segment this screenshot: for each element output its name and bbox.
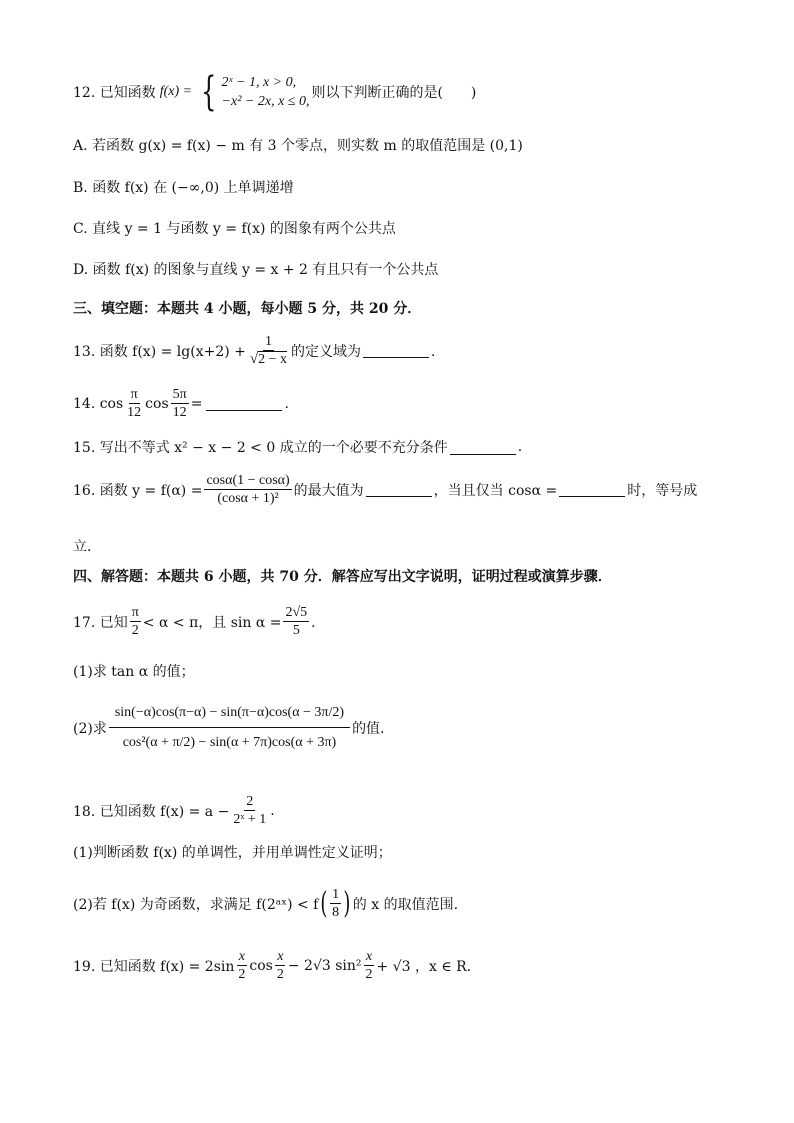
option-b bbox=[73, 177, 294, 197]
option-a-text: A. 若函数 g(x) = f(x) − m 有 3 个零点，则实数 m 的取值范围是 (0,1) bbox=[73, 138, 523, 154]
q19-n1: x bbox=[238, 949, 245, 964]
q19-fraction-2 bbox=[275, 948, 286, 983]
q14-answer-blank[interactable] bbox=[206, 396, 282, 411]
question-17-part-2 bbox=[73, 704, 394, 751]
question-16 bbox=[73, 472, 697, 507]
right-paren-icon: ) bbox=[343, 885, 351, 921]
q19-mid1: cos bbox=[249, 957, 273, 974]
q18-p2-prefix: (2)若 f(x) 为奇函数，求满足 f(2ᵃˣ) < f bbox=[73, 896, 319, 913]
q12-fx: f(x) = bbox=[159, 84, 193, 99]
q18-end: . bbox=[270, 802, 275, 819]
q19-n3: x bbox=[365, 949, 373, 964]
q16-wrap: 立． bbox=[73, 539, 101, 555]
q16-mid2: ，当且仅当 cosα = bbox=[433, 482, 558, 499]
q17-p2-fraction bbox=[109, 704, 350, 751]
q18-prefix: 18. 已知函数 f(x) = a − bbox=[73, 803, 230, 820]
q19-fraction-3 bbox=[364, 948, 375, 983]
q16-fraction bbox=[204, 472, 291, 507]
question-15 bbox=[73, 437, 522, 457]
q14-d2: 12 bbox=[172, 405, 187, 420]
q17-p1: (1)求 tan α 的值； bbox=[73, 664, 195, 680]
question-17-part-1 bbox=[73, 661, 195, 681]
q14-n1: π bbox=[130, 387, 138, 402]
q14-fraction-2 bbox=[171, 386, 189, 421]
q12-prefix: 12. 已知函数 bbox=[73, 85, 156, 101]
q12-suffix: 则以下判断正确的是( ) bbox=[311, 85, 477, 101]
q18-p1: (1)判断函数 f(x) 的单调性，并用单调性定义证明； bbox=[73, 845, 392, 861]
q15-text: 15. 写出不等式 x² − x − 2 < 0 成立的一个必要不充分条件 bbox=[73, 440, 448, 456]
q16-num: cosα(1 − cosα) bbox=[206, 473, 290, 488]
q14-prefix: 14. cos bbox=[73, 395, 124, 412]
q18-p2-fraction bbox=[330, 886, 341, 921]
q12-piecewise bbox=[196, 69, 310, 115]
q13-end: ． bbox=[431, 343, 446, 360]
q16-prefix: 16. 函数 y = f(α) = bbox=[73, 482, 203, 499]
q18-p2-end: 的 x 的取值范围. bbox=[352, 896, 459, 913]
q17-p2-end: 的值． bbox=[352, 720, 395, 737]
q18-fraction bbox=[231, 793, 268, 828]
q13-answer-blank[interactable] bbox=[363, 343, 429, 358]
option-d bbox=[73, 259, 438, 279]
q14-mid: cos bbox=[145, 395, 169, 412]
q14-fraction-1 bbox=[125, 386, 143, 421]
q15-answer-blank[interactable] bbox=[450, 440, 516, 455]
option-d-text: D. 函数 f(x) 的图象与直线 y = x + 2 有且只有一个公共点 bbox=[73, 262, 439, 278]
question-18 bbox=[73, 793, 275, 828]
option-a bbox=[73, 135, 523, 155]
q19-mid2: − 2√3 sin² bbox=[287, 957, 362, 974]
q18-p2-den: 8 bbox=[332, 905, 340, 920]
q17-n2: 2√5 bbox=[285, 605, 308, 620]
q19-prefix: 19. 已知函数 f(x) = 2sin bbox=[73, 958, 235, 975]
question-17 bbox=[73, 604, 325, 639]
q19-d1: 2 bbox=[238, 967, 246, 982]
q17-p2-den: cos²(α + π/2) − sin(α + 7π)cos(α + 3π) bbox=[122, 735, 337, 750]
q16-answer-blank-1[interactable] bbox=[366, 482, 432, 497]
question-14 bbox=[73, 386, 289, 421]
q12-case-1: 2ˣ − 1, x > 0, bbox=[221, 75, 297, 90]
option-c bbox=[73, 218, 396, 238]
question-13 bbox=[73, 333, 445, 368]
q18-num: 2 bbox=[246, 794, 254, 809]
q18-p2-num: 1 bbox=[332, 887, 340, 902]
q13-suffix: 的定义域为 bbox=[291, 343, 362, 360]
section-4-text: 四、解答题：本题共 6 小题，共 70 分．解答应写出文字说明，证明过程或演算步骤． bbox=[73, 569, 612, 585]
q17-prefix: 17. 已知 bbox=[73, 614, 128, 631]
q14-eq: = bbox=[190, 395, 203, 412]
q19-d3: 2 bbox=[365, 967, 373, 982]
q16-mid: 的最大值为 bbox=[293, 482, 364, 499]
option-c-text: C. 直线 y = 1 与函数 y = f(x) 的图象有两个公共点 bbox=[73, 221, 396, 237]
q12-case-2: −x² − 2x, x ≤ 0, bbox=[221, 94, 310, 109]
q17-end: ． bbox=[311, 614, 326, 631]
q18-den: 2ˣ + 1 bbox=[233, 812, 267, 827]
q17-fraction-1 bbox=[130, 604, 141, 639]
question-16-wrap bbox=[73, 536, 101, 556]
q15-end: . bbox=[517, 439, 523, 455]
q19-d2: 2 bbox=[276, 967, 284, 982]
section-4-heading bbox=[73, 566, 612, 586]
q19-n2: x bbox=[277, 949, 284, 964]
section-3-text: 三、填空题：本题共 4 小题，每小题 5 分，共 20 分． bbox=[73, 301, 422, 317]
option-b-text: B. 函数 f(x) 在 (−∞,0) 上单调递增 bbox=[73, 180, 294, 196]
question-18-part-1 bbox=[73, 842, 392, 862]
section-3-heading bbox=[73, 298, 421, 318]
q17-mid: < α < π，且 sin α = bbox=[142, 614, 282, 631]
q17-p2-prefix: (2)求 bbox=[73, 720, 107, 737]
q16-den: (cosα + 1)² bbox=[217, 491, 279, 506]
q17-fraction-2 bbox=[283, 604, 309, 639]
left-brace-icon: { bbox=[201, 69, 217, 115]
q17-d2: 5 bbox=[292, 623, 300, 638]
question-18-part-2 bbox=[73, 886, 458, 921]
q13-fraction bbox=[248, 333, 289, 368]
q16-answer-blank-2[interactable] bbox=[559, 482, 625, 497]
q14-end: . bbox=[284, 395, 289, 412]
q17-p2-num: sin(−α)cos(π−α) − sin(π−α)cos(α − 3π/2) bbox=[109, 704, 350, 728]
question-12 bbox=[73, 69, 477, 115]
q17-d1: 2 bbox=[131, 623, 139, 638]
q17-n1: π bbox=[131, 605, 139, 620]
question-19 bbox=[73, 948, 481, 983]
q14-n2: 5π bbox=[172, 387, 187, 402]
q13-den: √2 − x bbox=[249, 351, 288, 367]
left-paren-icon: ( bbox=[320, 885, 328, 921]
q16-end: 时，等号成 bbox=[627, 482, 698, 499]
q14-d1: 12 bbox=[127, 405, 142, 420]
q13-num: 1 bbox=[264, 334, 272, 349]
q13-prefix: 13. 函数 f(x) = lg(x+2) + bbox=[73, 343, 246, 360]
q19-fraction-1 bbox=[236, 948, 247, 983]
q19-end: + √3 ，x ∈ R． bbox=[376, 958, 481, 975]
